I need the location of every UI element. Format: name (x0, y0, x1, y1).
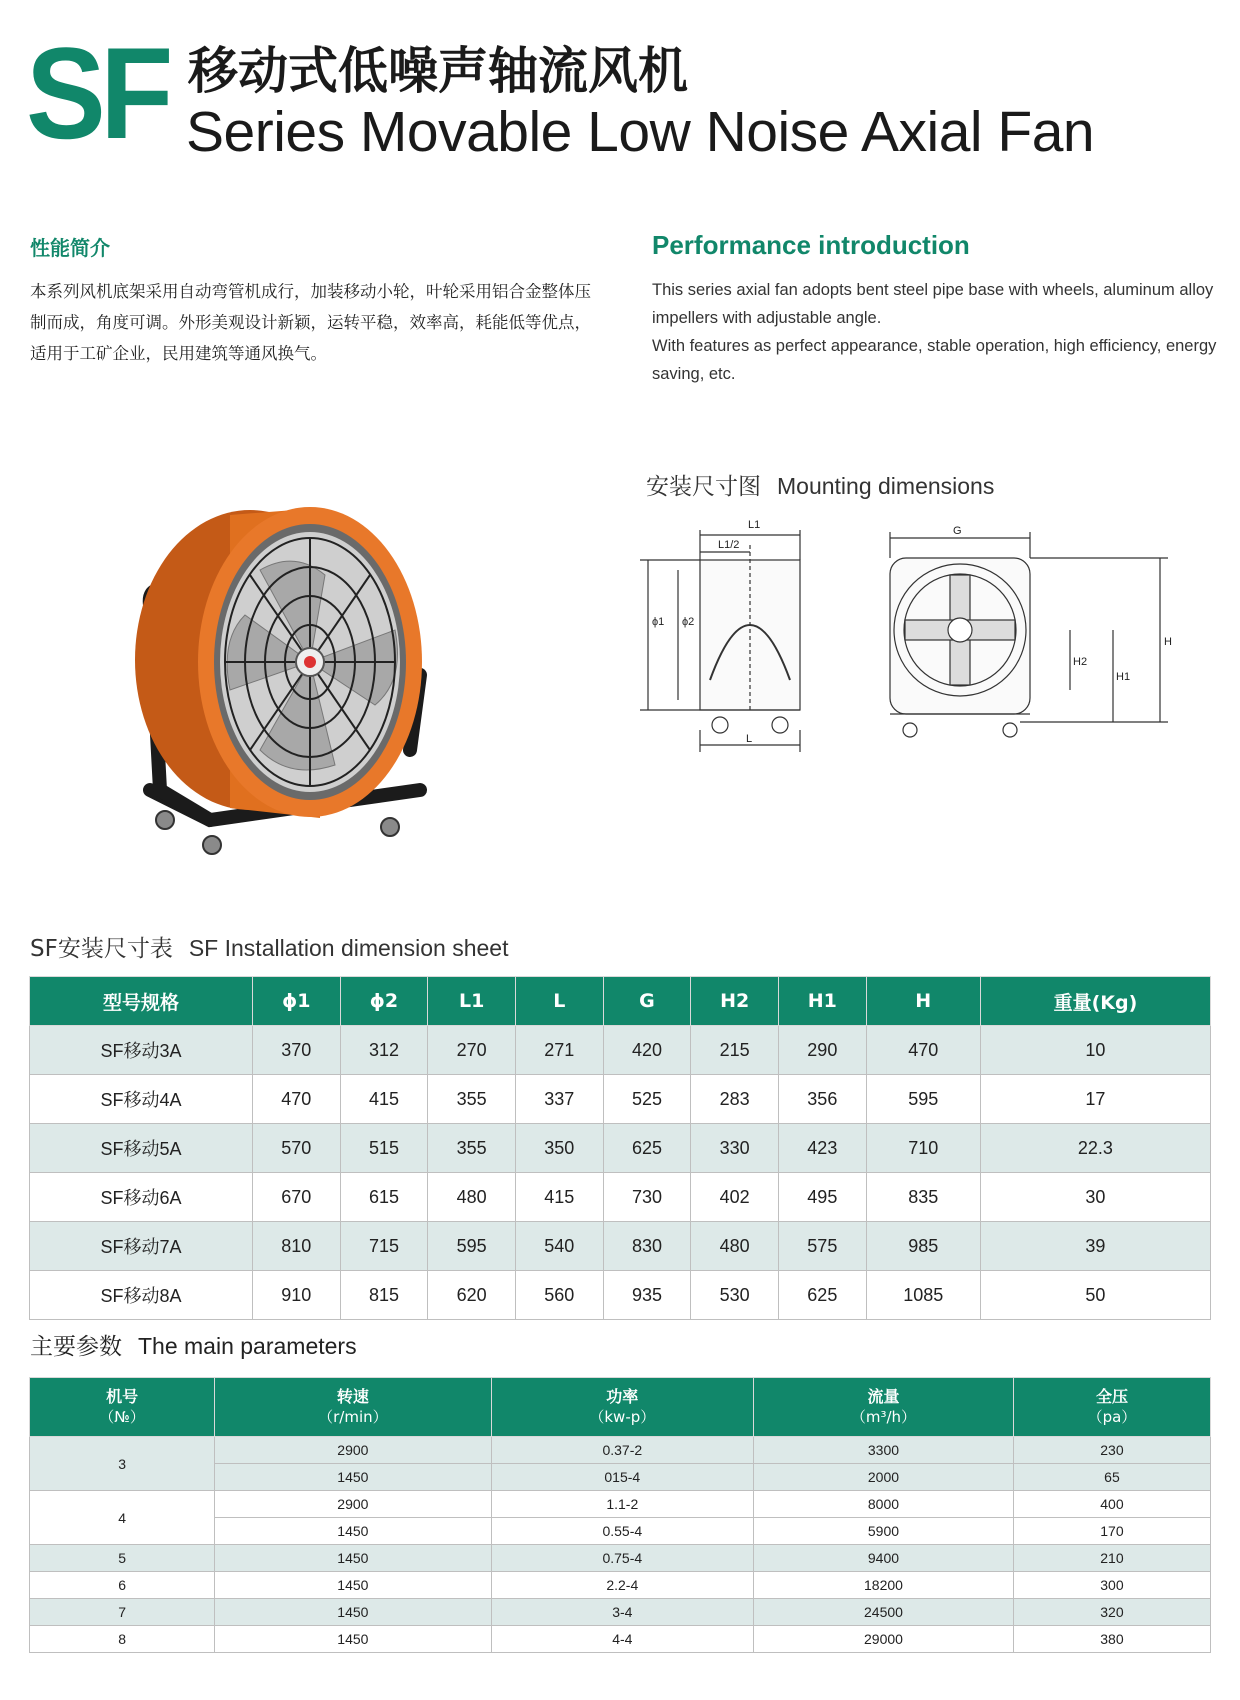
dimension-table-row (30, 1026, 1211, 1075)
dimension-cell: 350 (515, 1124, 603, 1173)
parameter-header-unit: （m³/h） (850, 1408, 917, 1426)
dimension-cell: 1085 (866, 1271, 980, 1320)
dimension-sheet-title (30, 930, 508, 963)
parameter-header-unit: （pa） (1087, 1408, 1137, 1426)
sf-logo: SF (26, 20, 168, 166)
dimension-cell: 330 (691, 1124, 779, 1173)
label-g: G (953, 525, 962, 537)
dimension-cell: 22.3 (980, 1124, 1210, 1173)
dimension-cell: 935 (603, 1271, 691, 1320)
model-cell: SF移动3A (30, 1026, 253, 1075)
dimension-cell: 356 (778, 1075, 866, 1124)
dimension-table-row (30, 1271, 1211, 1320)
power-cell: 3-4 (491, 1599, 754, 1626)
dimension-cell: 420 (603, 1026, 691, 1075)
power-cell: 1.1-2 (491, 1491, 754, 1518)
dimension-cell: 670 (252, 1173, 340, 1222)
mounting-title (646, 468, 994, 501)
parameter-header-cn: 转速 (336, 1387, 369, 1406)
intro-text-en-line2: With features as perfect appearance, stable operation, high efficiency, energy saving, etc. (652, 337, 1217, 383)
dimension-header-cell: H (866, 977, 980, 1026)
main-parameters-table (29, 1377, 1211, 1653)
flow-cell: 29000 (754, 1626, 1014, 1653)
dimension-header-cell: L1 (428, 977, 516, 1026)
dimension-cell: 530 (691, 1271, 779, 1320)
dimension-header-cell: ϕ1 (252, 977, 340, 1026)
parameter-table-row (30, 1572, 1211, 1599)
dimension-header-cell: 重量(Kg) (980, 977, 1210, 1026)
flow-cell: 8000 (754, 1491, 1014, 1518)
dimension-table-row (30, 1075, 1211, 1124)
intro-heading-en: Performance introduction (652, 230, 970, 260)
dimension-cell: 39 (980, 1222, 1210, 1271)
parameter-table-row (30, 1626, 1211, 1653)
dimension-cell: 17 (980, 1075, 1210, 1124)
dimension-cell: 415 (515, 1173, 603, 1222)
parameter-header-unit: （kw-p） (589, 1408, 656, 1426)
dimension-cell: 625 (778, 1271, 866, 1320)
dimension-header-cell: 型号规格 (30, 977, 253, 1026)
dimension-cell: 402 (691, 1173, 779, 1222)
model-cell: SF移动6A (30, 1173, 253, 1222)
dimension-cell: 30 (980, 1173, 1210, 1222)
speed-cell: 1450 (215, 1464, 491, 1491)
dimension-cell: 715 (340, 1222, 428, 1271)
parameter-header-cn: 全压 (1095, 1387, 1128, 1406)
speed-cell: 2900 (215, 1437, 491, 1464)
dimension-header-cell: H1 (778, 977, 866, 1026)
dimension-cell: 470 (252, 1075, 340, 1124)
dimension-cell: 625 (603, 1124, 691, 1173)
flow-cell: 24500 (754, 1599, 1014, 1626)
power-cell: 2.2-4 (491, 1572, 754, 1599)
dimension-header-cell: G (603, 977, 691, 1026)
flow-cell: 3300 (754, 1437, 1014, 1464)
dimension-cell: 830 (603, 1222, 691, 1271)
dimension-header-cell: L (515, 977, 603, 1026)
dimension-cell: 815 (340, 1271, 428, 1320)
dimension-cell: 810 (252, 1222, 340, 1271)
dimension-cell: 355 (428, 1075, 516, 1124)
dimension-cell: 271 (515, 1026, 603, 1075)
dimension-cell: 540 (515, 1222, 603, 1271)
dimension-cell: 50 (980, 1271, 1210, 1320)
machine-no-cell: 8 (30, 1626, 215, 1653)
dimension-cell: 215 (691, 1026, 779, 1075)
label-h1: H1 (1116, 671, 1131, 683)
fan-product-image (120, 490, 450, 860)
parameter-header-cn: 机号 (106, 1387, 139, 1406)
parameter-header-cell (1013, 1378, 1210, 1437)
pressure-cell: 230 (1013, 1437, 1210, 1464)
pressure-cell: 65 (1013, 1464, 1210, 1491)
intro-text-en-line1: This series axial fan adopts bent steel pipe base with wheels, aluminum alloy impellers with adjustable angle. (652, 281, 1214, 327)
dimension-cell: 337 (515, 1075, 603, 1124)
power-cell: 015-4 (491, 1464, 754, 1491)
dimension-cell: 595 (866, 1075, 980, 1124)
model-cell: SF移动5A (30, 1124, 253, 1173)
dimension-cell: 290 (778, 1026, 866, 1075)
speed-cell: 1450 (215, 1545, 491, 1572)
parameter-header-cell (30, 1378, 215, 1437)
flow-cell: 5900 (754, 1518, 1014, 1545)
dimension-table-row (30, 1124, 1211, 1173)
speed-cell: 1450 (215, 1572, 491, 1599)
parameter-header-cell (754, 1378, 1014, 1437)
flow-cell: 18200 (754, 1572, 1014, 1599)
dimension-cell: 575 (778, 1222, 866, 1271)
dimension-cell: 730 (603, 1173, 691, 1222)
dimension-cell: 985 (866, 1222, 980, 1271)
parameter-header-cell (491, 1378, 754, 1437)
dimension-cell: 370 (252, 1026, 340, 1075)
machine-no-cell: 4 (30, 1491, 215, 1545)
parameter-table-row (30, 1437, 1211, 1464)
label-l: L (746, 733, 753, 745)
parameter-table-row (30, 1599, 1211, 1626)
dimension-cell: 423 (778, 1124, 866, 1173)
main-parameters-title-cn: 主要参数 (30, 1334, 122, 1360)
speed-cell: 1450 (215, 1599, 491, 1626)
page-title-en: Series Movable Low Noise Axial Fan (186, 100, 1095, 164)
label-l1: L1 (748, 519, 761, 531)
dimension-cell: 480 (428, 1173, 516, 1222)
label-phi2: ϕ2 (682, 616, 695, 628)
parameter-header-cn: 功率 (606, 1387, 639, 1406)
pressure-cell: 320 (1013, 1599, 1210, 1626)
machine-no-cell: 3 (30, 1437, 215, 1491)
dimension-cell: 355 (428, 1124, 516, 1173)
power-cell: 4-4 (491, 1626, 754, 1653)
dimension-cell: 515 (340, 1124, 428, 1173)
dimension-cell: 570 (252, 1124, 340, 1173)
dimension-cell: 270 (428, 1026, 516, 1075)
dimension-header-cell: H2 (691, 977, 779, 1026)
dimension-cell: 525 (603, 1075, 691, 1124)
dimension-sheet-title-cn: SF安装尺寸表 (30, 936, 173, 962)
dimension-cell: 495 (778, 1173, 866, 1222)
dimension-sheet-title-en: SF Installation dimension sheet (188, 935, 509, 961)
dimension-cell: 835 (866, 1173, 980, 1222)
power-cell: 0.55-4 (491, 1518, 754, 1545)
parameters-table-header (30, 1378, 1211, 1437)
dimension-header-cell: ϕ2 (340, 977, 428, 1026)
main-parameters-title (30, 1328, 357, 1361)
pressure-cell: 300 (1013, 1572, 1210, 1599)
parameter-table-row (30, 1545, 1211, 1572)
dimension-cell: 710 (866, 1124, 980, 1173)
pressure-cell: 210 (1013, 1545, 1210, 1572)
dimension-cell: 910 (252, 1271, 340, 1320)
label-h2: H2 (1073, 656, 1088, 668)
model-cell: SF移动8A (30, 1271, 253, 1320)
dimension-table (29, 976, 1211, 1320)
dimension-cell: 10 (980, 1026, 1210, 1075)
power-cell: 0.37-2 (491, 1437, 754, 1464)
dimension-cell: 615 (340, 1173, 428, 1222)
machine-no-cell: 5 (30, 1545, 215, 1572)
parameter-header-cn: 流量 (867, 1387, 900, 1406)
intro-heading-cn: 性能简介 (30, 236, 110, 260)
flow-cell: 9400 (754, 1545, 1014, 1572)
parameter-header-cell (215, 1378, 491, 1437)
dimension-cell: 415 (340, 1075, 428, 1124)
dimension-cell: 595 (428, 1222, 516, 1271)
pressure-cell: 380 (1013, 1626, 1210, 1653)
mounting-title-en: Mounting dimensions (777, 473, 995, 499)
page-title-cn: 移动式低噪声轴流风机 (188, 42, 688, 100)
model-cell: SF移动4A (30, 1075, 253, 1124)
flow-cell: 2000 (754, 1464, 1014, 1491)
speed-cell: 2900 (215, 1491, 491, 1518)
speed-cell: 1450 (215, 1518, 491, 1545)
pressure-cell: 400 (1013, 1491, 1210, 1518)
intro-text-cn: 本系列风机底架采用自动弯管机成行，加装移动小轮，叶轮采用铝合金整体压制而成，角度可调。外形美观设计新颖，运转平稳，效率高，耗能低等优点，适用于工矿企业，民用建筑等通风换气。 (30, 282, 591, 363)
model-cell: SF移动7A (30, 1222, 253, 1271)
power-cell: 0.75-4 (491, 1545, 754, 1572)
dimension-cell: 560 (515, 1271, 603, 1320)
parameter-header-unit: （r/min） (318, 1408, 388, 1426)
speed-cell: 1450 (215, 1626, 491, 1653)
machine-no-cell: 7 (30, 1599, 215, 1626)
dimension-cell: 283 (691, 1075, 779, 1124)
label-phi1: ϕ1 (652, 616, 665, 628)
pressure-cell: 170 (1013, 1518, 1210, 1545)
mounting-title-cn: 安装尺寸图 (646, 474, 761, 500)
dimension-cell: 312 (340, 1026, 428, 1075)
dimension-cell: 620 (428, 1271, 516, 1320)
dimension-table-row (30, 1173, 1211, 1222)
parameter-header-unit: （№） (99, 1408, 145, 1426)
dimension-table-row (30, 1222, 1211, 1271)
label-l1-half: L1/2 (718, 539, 740, 551)
intro-text-en (652, 276, 1222, 388)
machine-no-cell: 6 (30, 1572, 215, 1599)
parameter-table-row (30, 1491, 1211, 1518)
main-parameters-title-en: The main parameters (138, 1333, 357, 1359)
dimension-cell: 470 (866, 1026, 980, 1075)
label-h: H (1164, 636, 1172, 648)
mounting-dimensions-diagram (640, 519, 1220, 820)
dimension-table-header (30, 977, 1211, 1026)
dimension-cell: 480 (691, 1222, 779, 1271)
